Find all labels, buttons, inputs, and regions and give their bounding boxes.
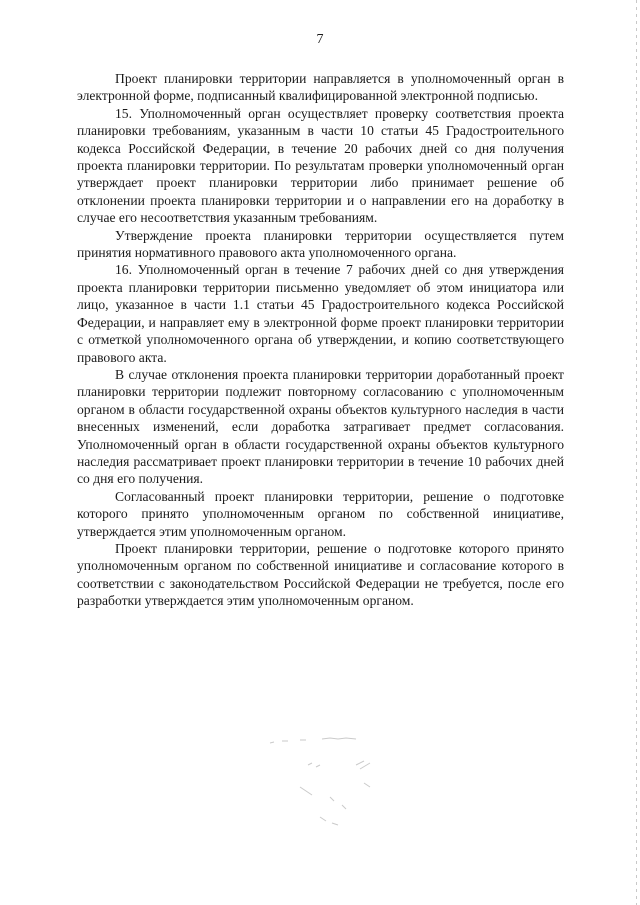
document-body [77, 70, 564, 610]
scan-edge-line [636, 0, 637, 905]
faint-stamp-mark-icon [260, 725, 400, 835]
paragraph-1: Проект планировки территории направляется в уполномоченный орган в электронной форме, подписанный квалифицированной электронной подписью. [77, 71, 564, 104]
page-number: 7 [316, 32, 324, 47]
paragraph-4: 16. Уполномоченный орган в течение 7 рабочих дней со дня утверждения проекта планировки территории письменно уведомляет об этом инициатора или лицо, указанное в части 1.1 статьи 45 Градостроительного кодекса Российской Федерации, и направляет ему в электронной форме проект планировки территории с отметкой уполномоченного органа об утверждении, и копию соответствующего правового акта. [77, 262, 564, 365]
paragraph-2: 15. Уполномоченный орган осуществляет проверку соответствия проекта планировки требованиям, указанным в части 10 статьи 45 Градостроительного кодекса Российской Федерации, в течение 20 рабочих дней со дня получения проекта планировки территории. По результатам проверки уполномоченный орган утверждает проект планировки территории либо принимает решение об отклонении проекта планировки территории и о направлении его на доработку в случае его несоответствия указанным требованиям. [77, 105, 564, 226]
paragraph-5: В случае отклонения проекта планировки территории доработанный проект планировки территории подлежит повторному согласованию с уполномоченным органом в области государственной охраны объектов культурного наследия в части внесенных изменений, если доработка затрагивает предмет согласования. Уполномоченный орган в области государственной охраны объектов культурного наследия рассматривает проект планировки территории в течение 10 рабочих дней со дня его получения. [77, 366, 564, 487]
paragraph-3: Утверждение проекта планировки территории осуществляется путем принятия нормативного правового акта уполномоченного органа. [77, 227, 564, 261]
paragraph-7: Проект планировки территории, решение о подготовке которого принято уполномоченным органом по собственной инициативе и согласование которого в соответствии с законодательством Российской Федерации не требуется, после его разработки утверждается этим уполномоченным органом. [77, 540, 564, 609]
paragraph-6: Согласованный проект планировки территории, решение о подготовке которого принято уполномоченным органом по собственной инициативе, утверждается этим уполномоченным органом. [77, 488, 564, 539]
